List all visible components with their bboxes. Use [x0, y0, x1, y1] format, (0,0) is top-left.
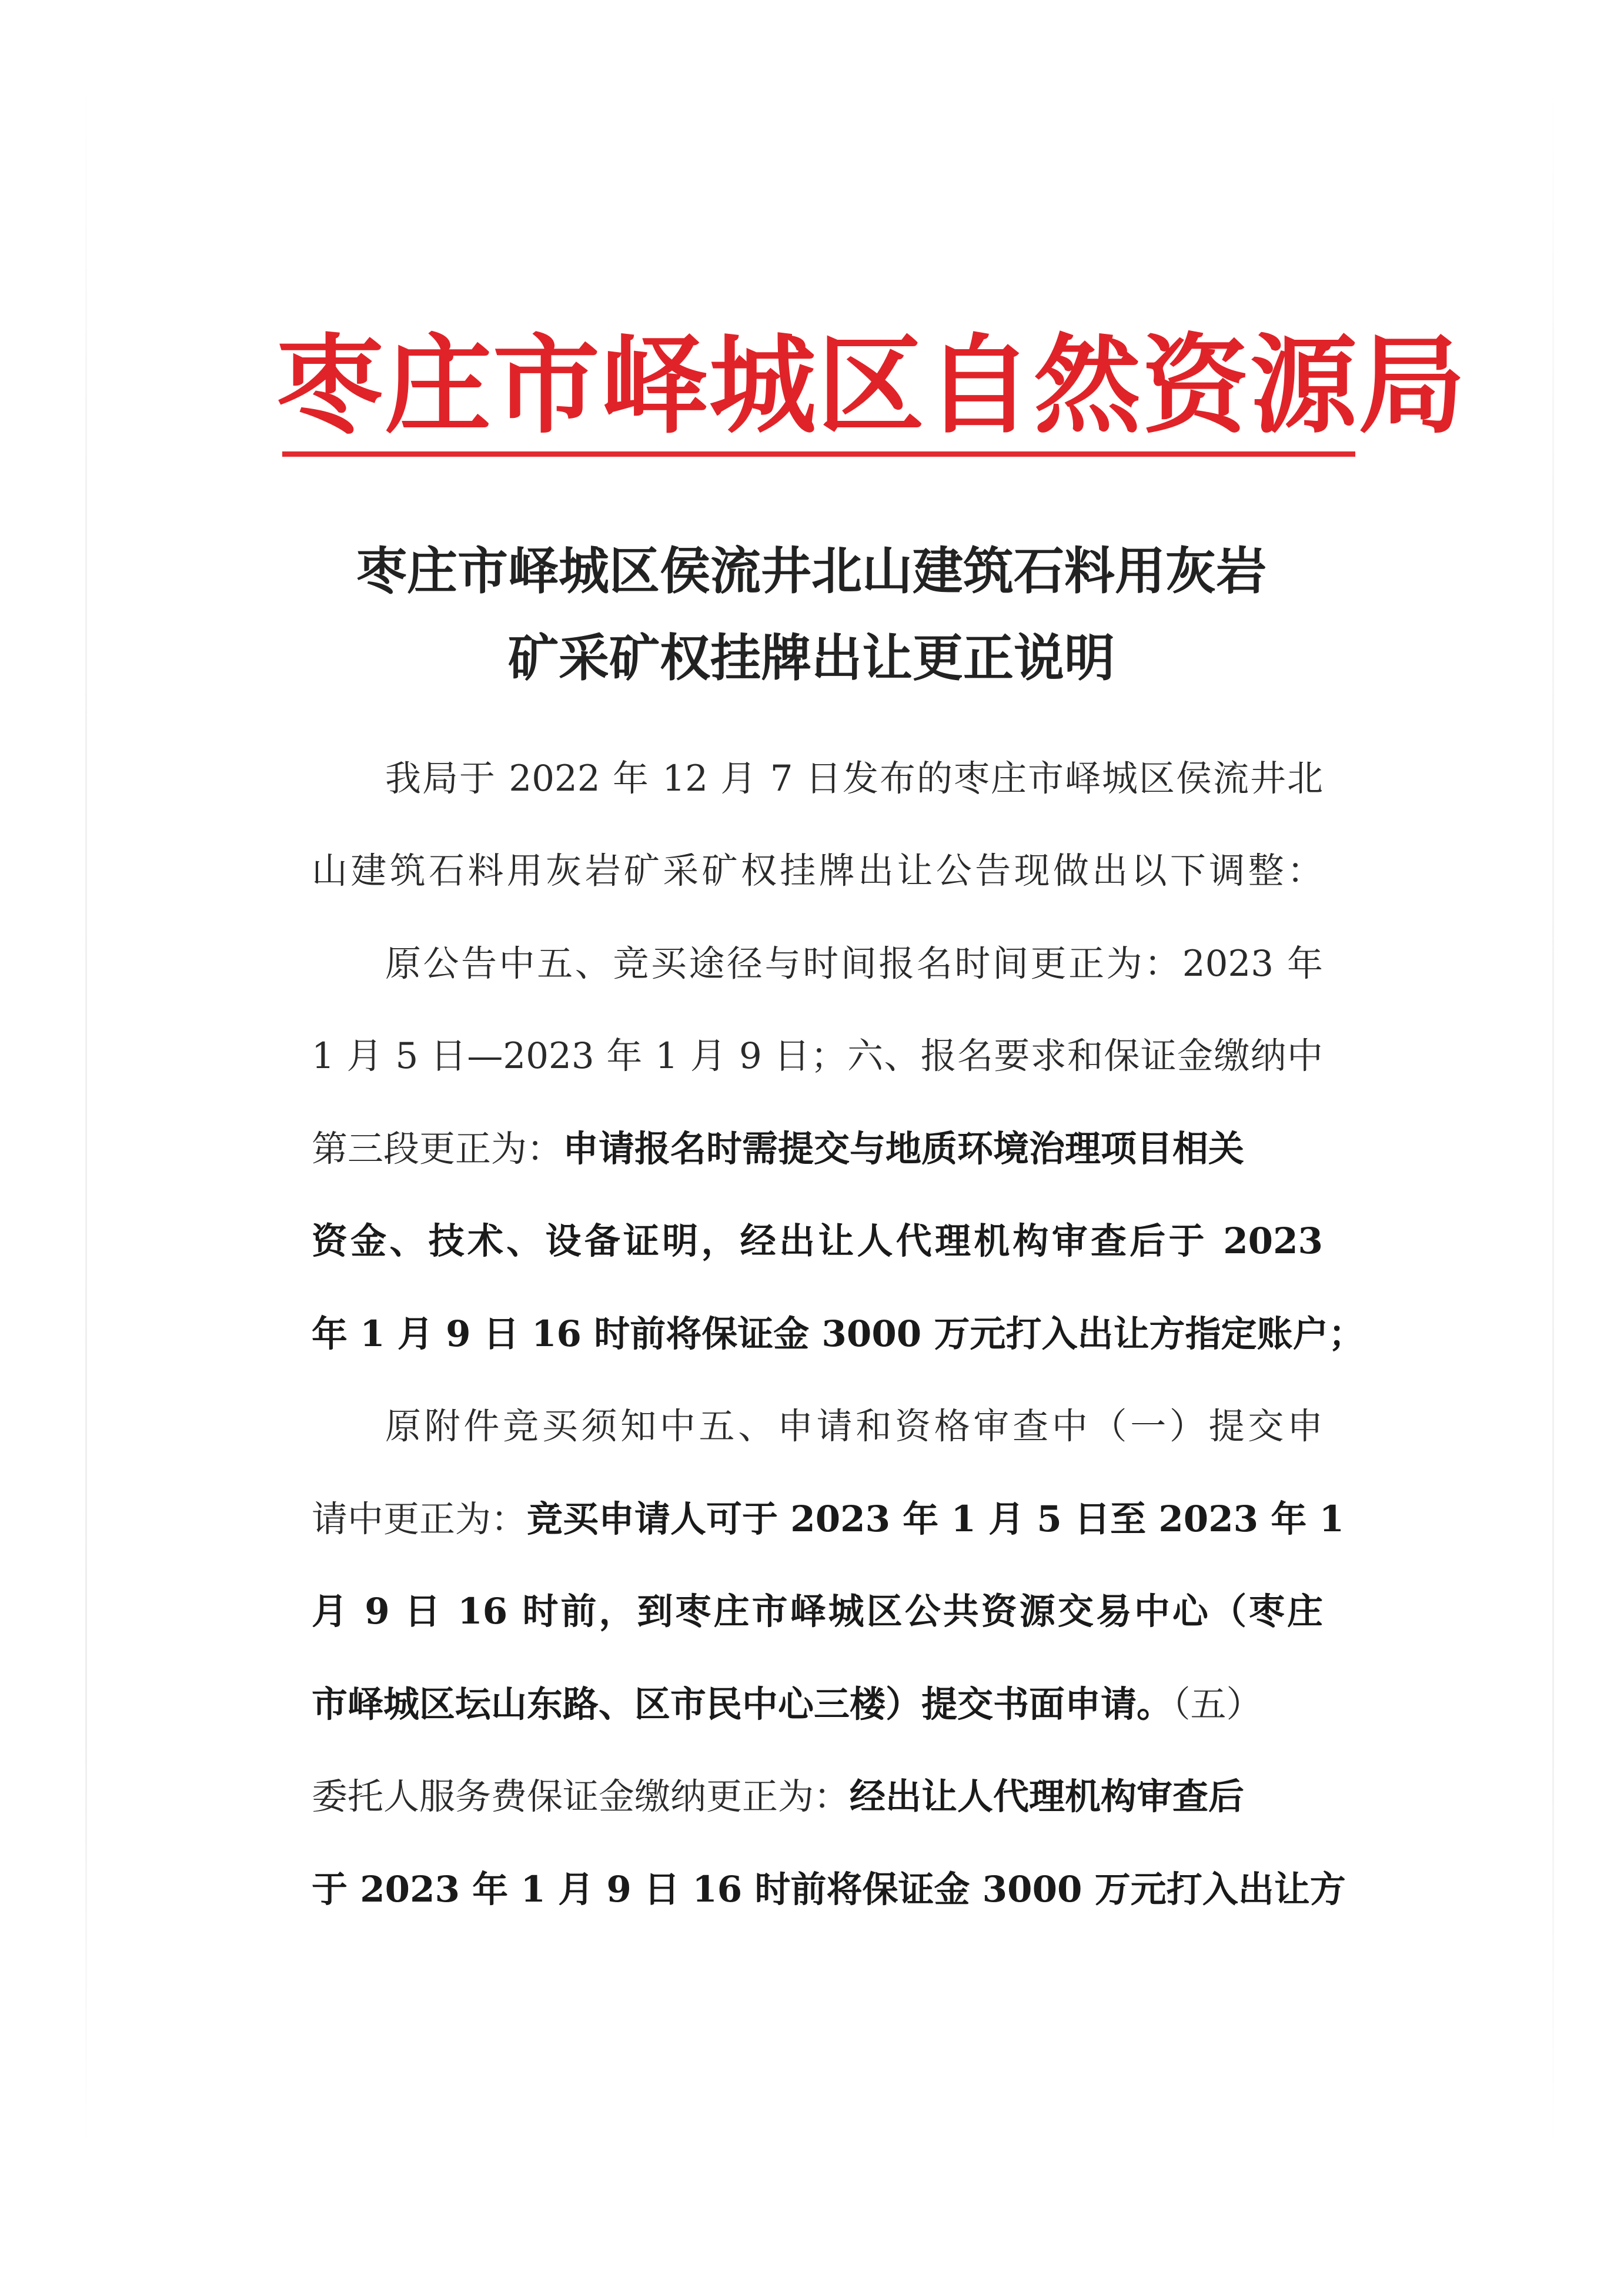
body-line-5	[312, 1126, 1323, 1173]
body-line-2: 山建筑石料用灰岩矿采矿权挂牌出让公告现做出以下调整：	[312, 850, 1323, 892]
document-title-line-2: 矿采矿权挂牌出让更正说明	[508, 629, 1115, 688]
body-text-bold: 经出让人代理机构审查后	[850, 1776, 1245, 1818]
body-text-regular: 第三段更正为：	[312, 1128, 563, 1170]
document-title-line-1: 枣庄市峄城区侯流井北山建筑石料用灰岩	[356, 542, 1267, 601]
body-text-bold: 市峄城区坛山东路、区市民中心三楼）提交书面申请。	[312, 1683, 1173, 1725]
body-line-1: 我局于 2022 年 12 月 7 日发布的枣庄市峄城区侯流井北	[385, 758, 1323, 799]
body-line-10: 月 9 日 16 时前，到枣庄市峄城区公共资源交易中心（枣庄	[312, 1591, 1323, 1632]
body-text-regular: （五）	[1172, 1683, 1262, 1725]
body-line-7: 年 1 月 9 日 16 时前将保证金 3000 万元打入出让方指定账户；	[312, 1313, 1365, 1355]
body-text-regular: 请中更正为：	[312, 1498, 527, 1540]
scan-edge	[85, 88, 87, 2146]
body-line-8: 原附件竞买须知中五、申请和资格审查中（一）提交申	[385, 1405, 1323, 1447]
body-text-bold: 申请报名时需提交与地质环境治理项目相关	[563, 1128, 1245, 1170]
body-line-6: 资金、技术、设备证明，经出让人代理机构审查后于 2023	[312, 1220, 1323, 1262]
letterhead-org-name: 枣庄市峄城区自然资源局	[276, 322, 1466, 448]
scan-edge	[1552, 88, 1554, 2146]
body-line-3: 原公告中五、竞买途径与时间报名时间更正为：2023 年	[385, 943, 1323, 985]
body-line-4: 1 月 5 日—2023 年 1 月 9 日；六、报名要求和保证金缴纳中	[312, 1035, 1323, 1077]
body-line-13: 于 2023 年 1 月 9 日 16 时前将保证金 3000 万元打入出让方	[312, 1869, 1346, 1910]
body-text-bold: 竞买申请人可于 2023 年 1 月 5 日至 2023 年 1	[527, 1498, 1345, 1540]
body-line-11	[312, 1681, 1323, 1728]
body-line-9	[312, 1496, 1345, 1543]
body-text-regular: 委托人服务费保证金缴纳更正为：	[312, 1776, 850, 1818]
letterhead-red-rule	[282, 451, 1355, 457]
body-line-12	[312, 1773, 1323, 1820]
